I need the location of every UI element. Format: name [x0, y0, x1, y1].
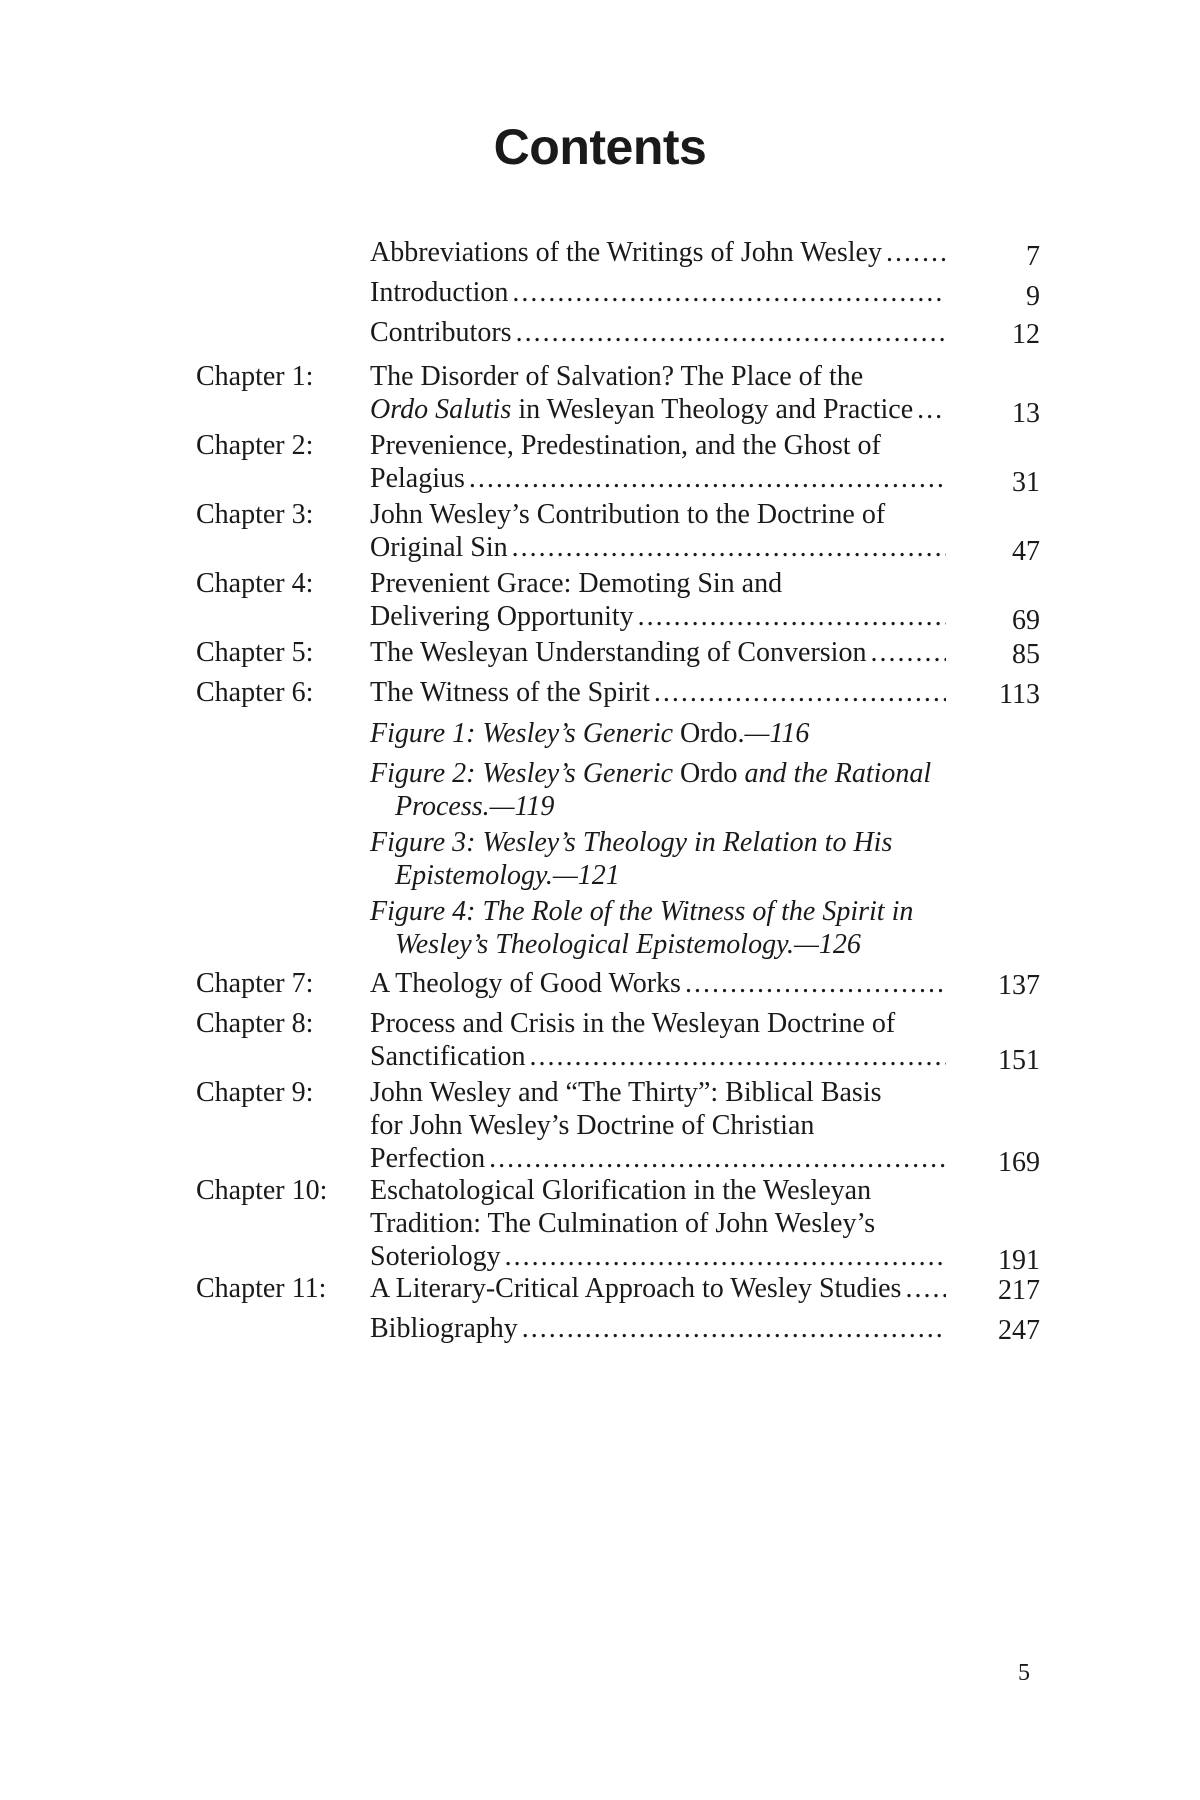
dot-leader [512, 276, 946, 309]
entry-title-line: John Wesley and “The Thirty”: Biblical Basis [370, 1077, 882, 1108]
dot-leader [530, 1040, 946, 1073]
entry-title-line: Prevenient Grace: Demoting Sin and [370, 568, 783, 599]
page-number: 113 [999, 679, 1040, 710]
folio-page-number: 5 [1018, 1660, 1030, 1686]
dot-leader [654, 676, 946, 709]
dot-leader [870, 636, 946, 669]
dot-leader [886, 236, 946, 269]
entry-title: Bibliography [370, 1313, 518, 1344]
page-number: 9 [1026, 281, 1040, 312]
figure-caption: and the Rational [737, 758, 932, 789]
entry-title-line: The Disorder of Salvation? The Place of the [370, 361, 864, 392]
page-number: 13 [1012, 398, 1040, 429]
figure-caption: Figure 1: Wesley’s Generic [370, 718, 680, 749]
page-number: 7 [1026, 241, 1040, 272]
chapter-label: Chapter 11: [196, 1273, 327, 1304]
entry-title: Contributors [370, 317, 512, 348]
dot-leader [638, 600, 946, 633]
entry-title-line: John Wesley’s Contribution to the Doctrine of [370, 499, 886, 530]
entry-title-italic: Ordo Salutis [370, 394, 512, 425]
dot-leader [685, 967, 946, 1000]
chapter-label: Chapter 7: [196, 968, 314, 999]
page-number: 191 [998, 1245, 1040, 1276]
page-number: 85 [1012, 639, 1040, 670]
chapter-label: Chapter 4: [196, 568, 314, 599]
page-number: 47 [1012, 536, 1040, 567]
dot-leader [489, 1142, 946, 1175]
figure-caption-continued: Wesley’s Theological Epistemology.—126 [395, 929, 861, 960]
figure-caption-continued: Epistemology.—121 [395, 860, 620, 891]
dot-leader [516, 316, 946, 349]
chapter-label: Chapter 3: [196, 499, 314, 530]
page-title: Contents [493, 119, 707, 175]
entry-title-line: Process and Crisis in the Wesleyan Doctrine of [370, 1008, 896, 1039]
entry-title-line: A Theology of Good Works [370, 968, 681, 999]
entry-title-line: Sanctification [370, 1041, 526, 1072]
chapter-label: Chapter 9: [196, 1077, 314, 1108]
page-number: 69 [1012, 605, 1040, 636]
figure-page: —116 [744, 718, 810, 749]
chapter-label: Chapter 8: [196, 1008, 314, 1039]
page-number: 217 [998, 1275, 1040, 1306]
dot-leader [522, 1312, 946, 1345]
figure-caption-roman: Ordo [680, 758, 738, 789]
entry-title-line: Original Sin [370, 532, 508, 563]
entry-title-line: in Wesleyan Theology and Practice [511, 394, 914, 425]
dot-leader [505, 1240, 946, 1273]
chapter-label: Chapter 5: [196, 637, 314, 668]
entry-title: Introduction [370, 277, 509, 308]
chapter-label: Chapter 2: [196, 430, 314, 461]
page-number: 247 [998, 1315, 1040, 1346]
page-number: 137 [998, 970, 1040, 1001]
dot-leader [469, 462, 946, 495]
entry-title-line: Eschatological Glorification in the Wesleyan [370, 1175, 872, 1206]
chapter-label: Chapter 1: [196, 361, 314, 392]
dot-leader [905, 1272, 946, 1305]
entry-title-line: The Wesleyan Understanding of Conversion [370, 637, 867, 668]
page-number: 151 [998, 1045, 1040, 1076]
chapter-label: Chapter 10: [196, 1175, 328, 1206]
dot-leader [512, 531, 946, 564]
entry-title-line: Pelagius [370, 463, 465, 494]
entry-title-line: Perfection [370, 1143, 486, 1174]
figure-caption: Figure 2: Wesley’s Generic [370, 758, 680, 789]
figure-caption-continued: Process.—119 [395, 791, 555, 822]
entry-title-line: for John Wesley’s Doctrine of Christian [370, 1110, 815, 1141]
chapter-label: Chapter 6: [196, 677, 314, 708]
page-number: 169 [998, 1147, 1040, 1178]
entry-title-line: Tradition: The Culmination of John Wesley’s [370, 1208, 876, 1239]
figure-caption-roman: Ordo. [680, 718, 745, 749]
dot-leader [917, 393, 946, 426]
figure-caption: Figure 3: Wesley’s Theology in Relation to His [370, 827, 893, 858]
entry-title-line: The Witness of the Spirit [370, 677, 650, 708]
entry-title-line: Prevenience, Predestination, and the Ghost of [370, 430, 881, 461]
page-number: 31 [1012, 467, 1040, 498]
entry-title-line: Delivering Opportunity [370, 601, 634, 632]
figure-caption: Figure 4: The Role of the Witness of the Spirit in [370, 896, 914, 927]
entry-title-line: A Literary-Critical Approach to Wesley Studies [370, 1273, 902, 1304]
entry-title: Abbreviations of the Writings of John Wesley [370, 237, 882, 268]
page-number: 12 [1012, 319, 1040, 350]
entry-title-line: Soteriology [370, 1241, 501, 1272]
